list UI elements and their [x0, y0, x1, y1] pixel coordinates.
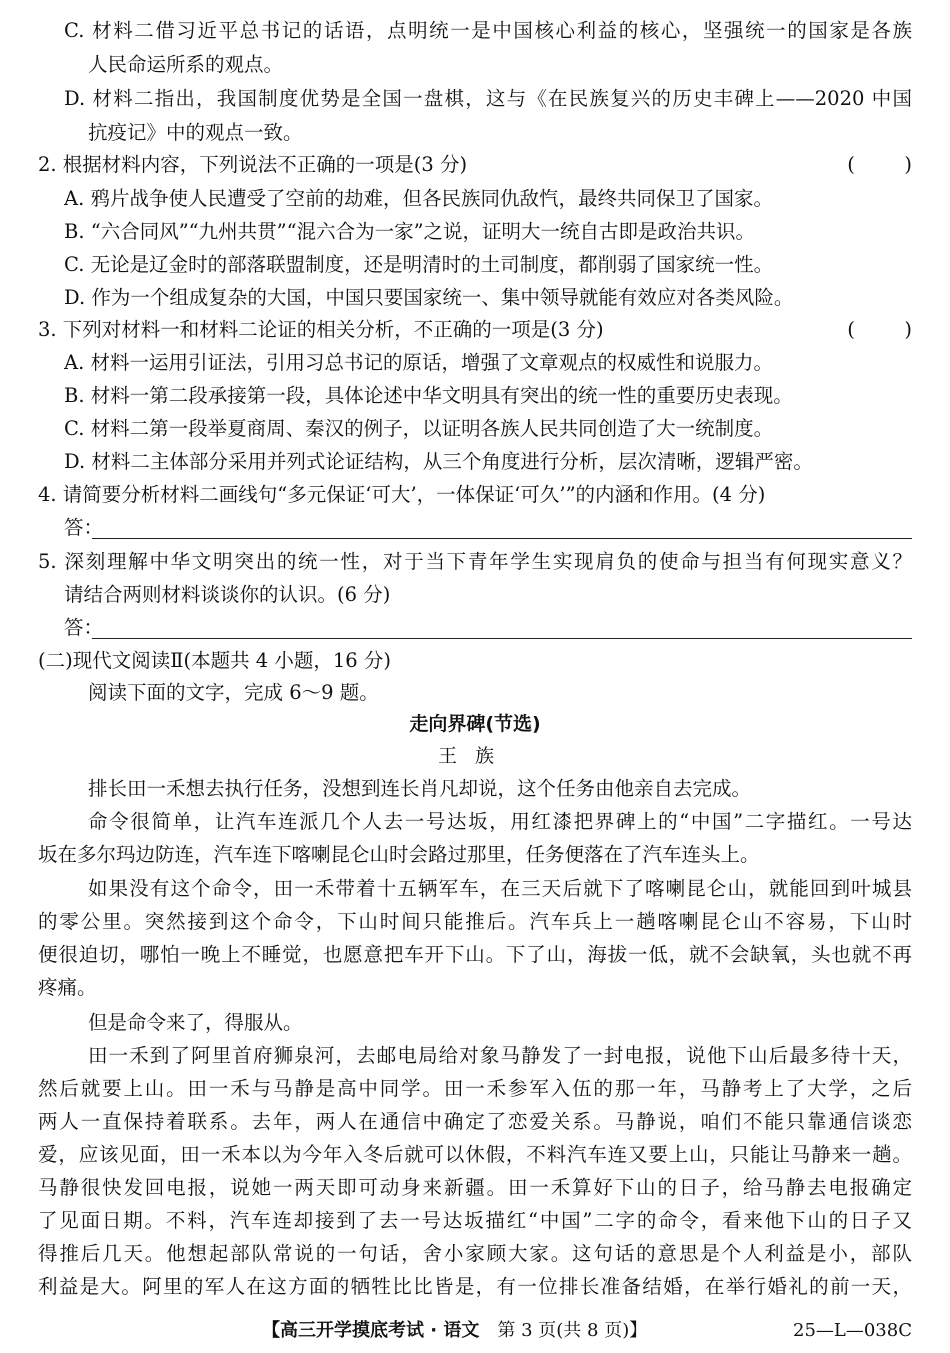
q3-option-d: D. 材料二主体部分采用并列式论证结构，从三个角度进行分析，层次清晰，逻辑严密。 — [64, 450, 813, 473]
q2-option-a: A. 鸦片战争使人民遭受了空前的劫难，但各民族同仇敌忾，最终共同保卫了国家。 — [64, 187, 773, 210]
article-para-line: 的零公里。突然接到这个命令，下山时间只能推后。汽车兵上一趟喀喇昆仑山不容易，下山时 — [38, 910, 912, 933]
article-para-line: 爱，应该见面，田一禾本以为今年入冬后就可以休假，不料汽车连又要上山，只能让马静来一趟。 — [38, 1143, 912, 1166]
article-para-line: 两人一直保持着联系。去年，两人在通信中确定了恋爱关系。马静说，咱们不能只靠通信谈恋 — [38, 1110, 912, 1133]
q4-answer-label: 答： — [64, 516, 104, 539]
article-para-line: 利益是大。阿里的军人在这方面的牺牲比比皆是，有一位排长准备结婚，在举行婚礼的前一天， — [38, 1275, 912, 1298]
section-header: (二)现代文阅读Ⅱ(本题共 4 小题，16 分) — [38, 649, 391, 672]
q3-answer-parens[interactable]: ( ) — [847, 318, 912, 341]
article-para-line: 排长田一禾想去执行任务，没想到连长肖凡却说，这个任务由他亲自去完成。 — [88, 777, 752, 800]
q5-answer-line[interactable] — [64, 611, 912, 644]
q2-answer-parens[interactable]: ( ) — [847, 153, 912, 176]
q1-option-d-line2: 抗疫记》中的观点一致。 — [88, 121, 303, 144]
q3-option-b: B. 材料一第二段承接第一段，具体论述中华文明具有突出的统一性的重要历史表现。 — [64, 384, 793, 407]
q1-option-c-line1: C. 材料二借习近平总书记的话语，点明统一是中国核心利益的核心，坚强统一的国家是各族 — [64, 19, 912, 42]
q5-answer-rule — [92, 638, 912, 639]
q3-option-c: C. 材料二第一段举夏商周、秦汉的例子，以证明各族人民共同创造了大一统制度。 — [64, 417, 774, 440]
article-para-line: 马静很快发回电报，说她一两天即可动身来新疆。田一禾算好下山的日子，给马静去电报确定 — [38, 1176, 912, 1199]
article-para-line: 然后就要上山。田一禾与马静是高中同学。田一禾参军入伍的那一年，马静考上了大学，之后 — [38, 1077, 912, 1100]
article-para-line: 命令很简单，让汽车连派几个人去一号达坂，用红漆把界碑上的“中国”二字描红。一号达 — [88, 810, 912, 833]
q3-option-a: A. 材料一运用引证法，引用习总书记的原话，增强了文章观点的权威性和说服力。 — [64, 351, 773, 374]
article-title: 走向界碑(节选) — [409, 713, 541, 735]
q2-option-b: B. “六合同风”“九州共贯”“混六合为一家”之说，证明大一统自古即是政治共识。 — [64, 220, 756, 243]
q2-option-d: D. 作为一个组成复杂的大国，中国只要国家统一、集中领导就能有效应对各类风险。 — [64, 286, 794, 309]
q1-option-c-line2: 人民命运所系的观点。 — [88, 53, 284, 76]
q4-answer-line[interactable] — [64, 511, 912, 544]
q2-stem: 2. 根据材料内容，下列说法不正确的一项是(3 分) — [38, 153, 468, 176]
article-para-line: 如果没有这个命令，田一禾带着十五辆军车，在三天后就下了喀喇昆仑山，就能回到叶城县 — [88, 877, 912, 900]
footer-exam-info — [262, 1316, 647, 1346]
q3-stem: 3. 下列对材料一和材料二论证的相关分析，不正确的一项是(3 分) — [38, 318, 604, 341]
article-para-line: 得推后几天。他想起部队常说的一句话，舍小家顾大家。这句话的意思是个人利益是小，部队 — [38, 1242, 912, 1265]
q5-stem-line2: 请结合两则材料谈谈你的认识。(6 分) — [64, 583, 391, 606]
article-para-line: 疼痛。 — [38, 976, 97, 999]
page-footer — [0, 1316, 950, 1346]
q1-option-d-line1: D. 材料二指出，我国制度优势是全国一盘棋，这与《在民族复兴的历史丰碑上——2020 中国 — [64, 87, 912, 110]
q2-option-c: C. 无论是辽金时的部落联盟制度，还是明清时的土司制度，都削弱了国家统一性。 — [64, 253, 774, 276]
article-para-line: 便很迫切，哪怕一晚上不睡觉，也愿意把车开下山。下了山，海拔一低，就不会缺氧，头也就不再 — [38, 943, 912, 966]
q4-stem: 4. 请简要分析材料二画线句“多元保证‘可大’，一体保证‘可久’”的内涵和作用。(4 分) — [38, 483, 766, 506]
article-para-line: 但是命令来了，得服从。 — [88, 1011, 303, 1034]
footer-exam-title: 【高三开学摸底考试 · 语文 — [262, 1320, 480, 1341]
article-para-line: 了见面日期。不料，汽车连却接到了去一号达坂描红“中国”二字的命令，看来他下山的日子又 — [38, 1209, 912, 1232]
article-para-line: 田一禾到了阿里首府狮泉河，去邮电局给对象马静发了一封电报，说他下山后最多待十天， — [88, 1044, 912, 1067]
q5-stem-line1: 5. 深刻理解中华文明突出的统一性，对于当下青年学生实现肩负的使命与担当有何现实意义？ — [38, 550, 912, 573]
article-para-line: 坂在多尔玛边防连，汽车连下喀喇昆仑山时会路过那里，任务便落在了汽车连头上。 — [38, 843, 760, 866]
article-author: 王族 — [437, 745, 512, 767]
section-instruction: 阅读下面的文字，完成 6～9 题。 — [88, 681, 379, 704]
footer-page-number: 第 3 页(共 8 页)】 — [497, 1320, 648, 1341]
footer-paper-code: 25—L—038C — [793, 1320, 912, 1341]
q5-answer-label: 答： — [64, 616, 104, 639]
q4-answer-rule — [92, 538, 912, 539]
